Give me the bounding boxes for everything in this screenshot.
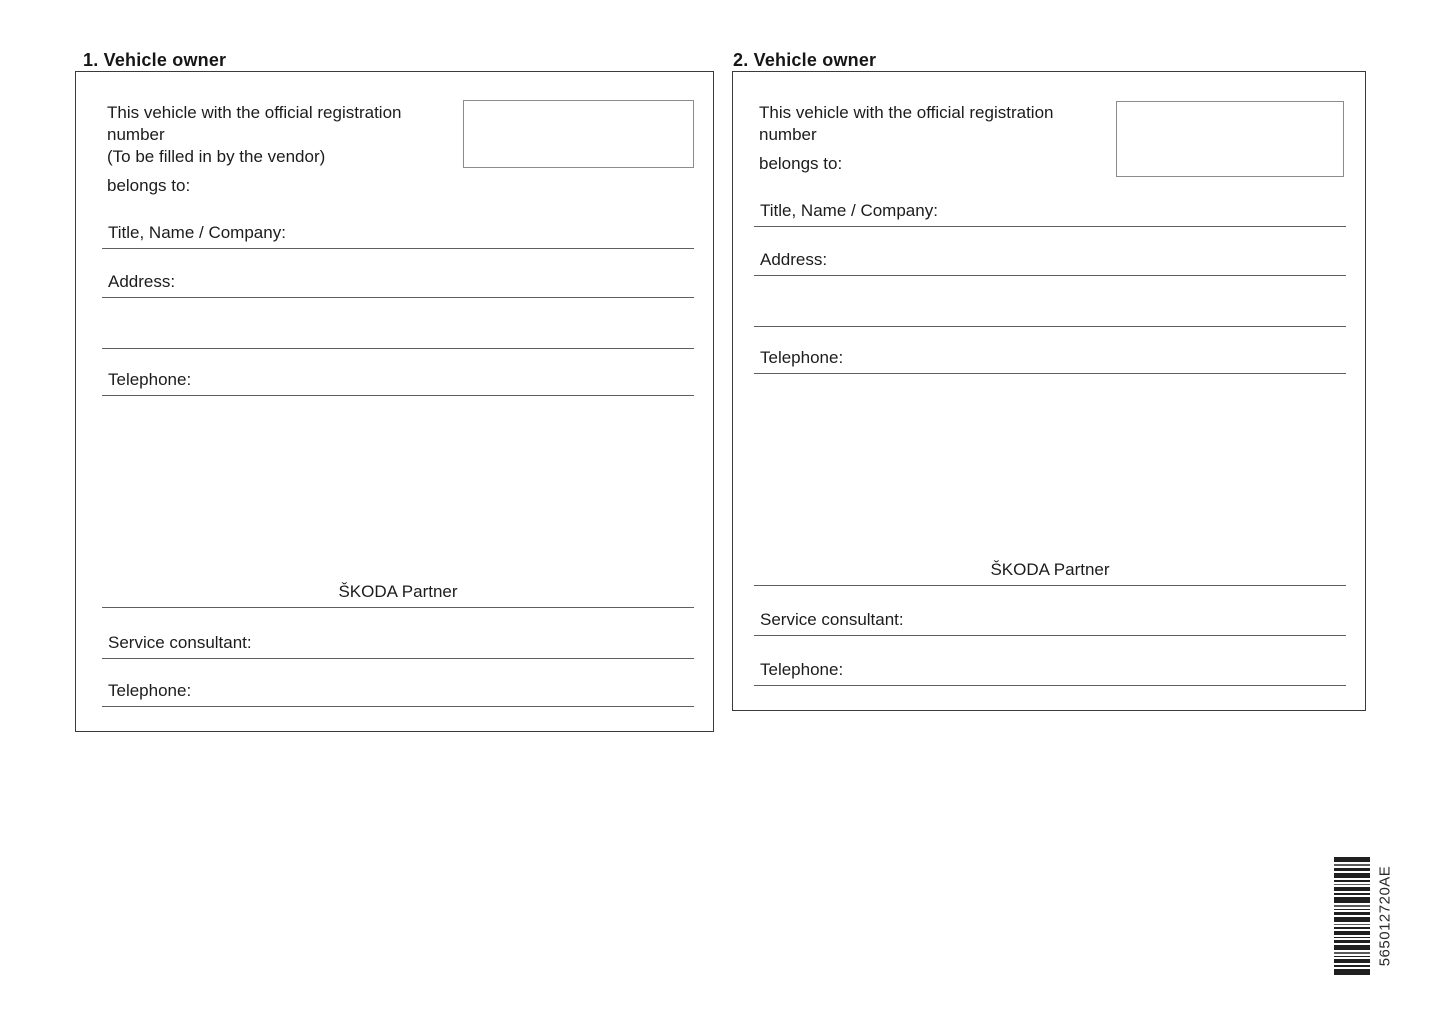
- telephone-label: Telephone:: [760, 660, 844, 679]
- registration-intro-text: [107, 102, 402, 168]
- field-skoda-partner[interactable]: [102, 577, 694, 608]
- barcode-icon: [1334, 857, 1370, 975]
- address-label: Address:: [760, 250, 828, 269]
- address-label: Address:: [108, 272, 176, 291]
- part-number: 565012720AE: [1376, 865, 1394, 967]
- title-name-label: Title, Name / Company:: [108, 223, 286, 242]
- field-address[interactable]: [754, 245, 1346, 276]
- skoda-partner-label: ŠKODA Partner: [990, 560, 1110, 579]
- registration-intro-text: [759, 102, 1054, 146]
- field-skoda-partner[interactable]: [754, 555, 1346, 586]
- section-heading-owner-1: 1. Vehicle owner: [83, 50, 227, 70]
- field-partner-telephone[interactable]: [102, 676, 694, 707]
- field-partner-telephone[interactable]: [754, 655, 1346, 686]
- title-name-label: Title, Name / Company:: [760, 201, 938, 220]
- registration-number-box[interactable]: [1116, 101, 1344, 177]
- field-title-name[interactable]: [102, 218, 694, 249]
- field-address[interactable]: [102, 267, 694, 298]
- field-telephone[interactable]: [102, 365, 694, 396]
- intro-line: This vehicle with the official registration: [759, 103, 1054, 122]
- registration-number-box[interactable]: [463, 100, 694, 168]
- part-number-wrap: [1372, 857, 1398, 975]
- field-title-name[interactable]: [754, 196, 1346, 227]
- telephone-label: Telephone:: [108, 370, 192, 389]
- telephone-label: Telephone:: [760, 348, 844, 367]
- skoda-partner-label: ŠKODA Partner: [338, 582, 458, 601]
- field-service-consultant[interactable]: [754, 605, 1346, 636]
- intro-line: (To be filled in by the vendor): [107, 147, 326, 166]
- field-address-line2[interactable]: [754, 296, 1346, 327]
- vehicle-owner-card-1: [75, 71, 714, 732]
- belongs-to-label: belongs to:: [107, 176, 191, 195]
- service-consultant-label: Service consultant:: [760, 610, 904, 629]
- telephone-label: Telephone:: [108, 681, 192, 700]
- field-telephone[interactable]: [754, 343, 1346, 374]
- service-consultant-label: Service consultant:: [108, 633, 252, 652]
- intro-line: This vehicle with the official registration: [107, 103, 402, 122]
- intro-line: number: [107, 125, 165, 144]
- section-heading-owner-2: 2. Vehicle owner: [733, 50, 877, 70]
- belongs-to-label: belongs to:: [759, 154, 843, 173]
- intro-line: number: [759, 125, 817, 144]
- field-service-consultant[interactable]: [102, 628, 694, 659]
- vehicle-owner-card-2: [732, 71, 1366, 711]
- field-address-line2[interactable]: [102, 318, 694, 349]
